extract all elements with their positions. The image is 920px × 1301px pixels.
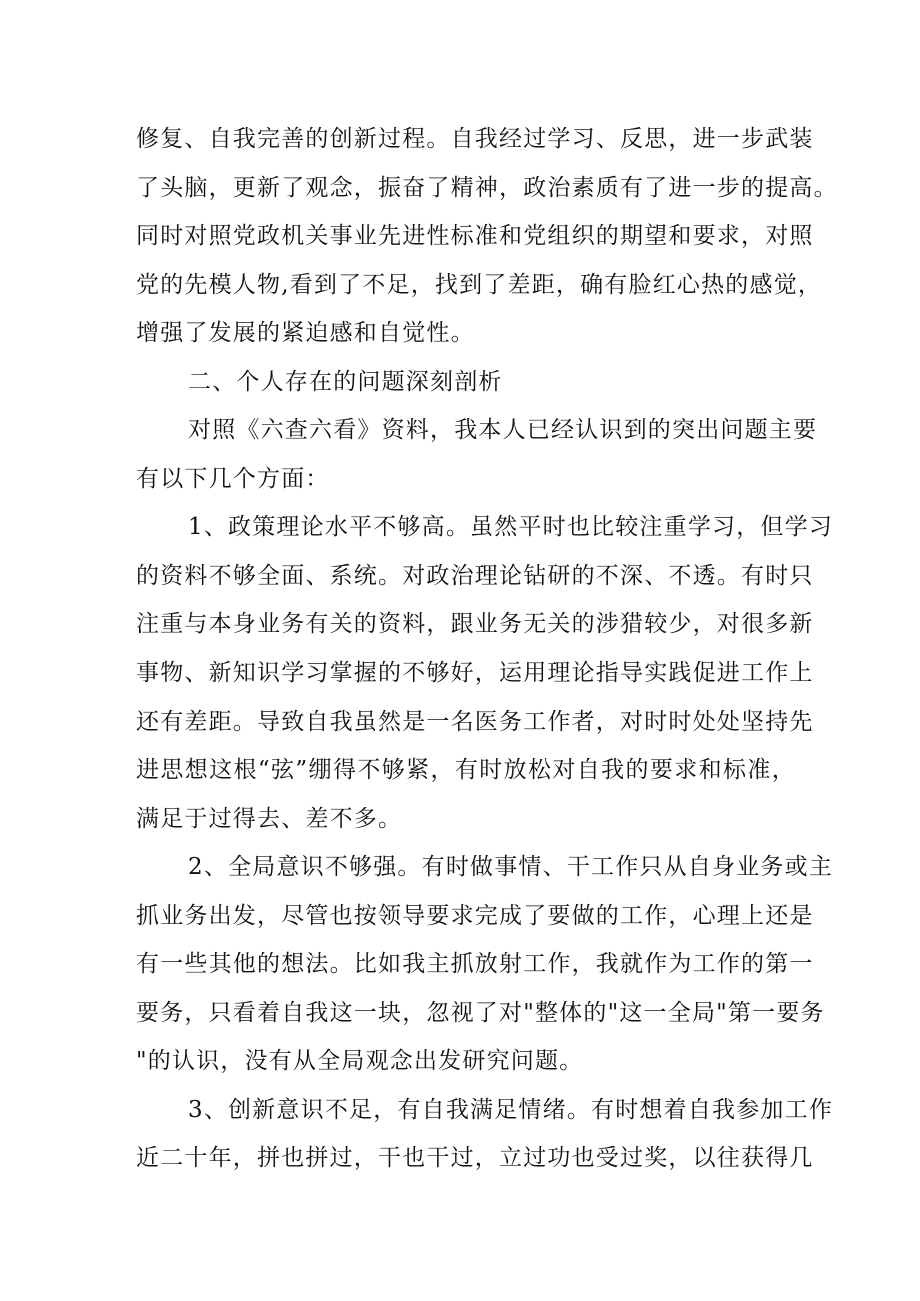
text-line: 1、政策理论水平不够高。虽然平时也比较注重学习，但学习 — [188, 514, 834, 541]
text-line: 近二十年，拼也拼过，干也干过，立过功也受过奖，以往获得几 — [136, 1145, 814, 1172]
text-line: 2、全局意识不够强。有时做事情、干工作只从自身业务或主 — [188, 854, 834, 881]
text-line: 注重与本身业务有关的资料，跟业务无关的涉猎较少，对很多新 — [136, 611, 814, 638]
text-line: 有以下几个方面： — [136, 465, 330, 492]
text-line: 党的先模人物,看到了不足，找到了差距，确有脸红心热的感觉， — [136, 271, 823, 298]
text-line: 要务，只看着自我这一块，忽视了对"整体的"这一全局"第一要务 — [136, 999, 825, 1026]
text-line: 有一些其他的想法。比如我主抓放射工作，我就作为工作的第一 — [136, 951, 814, 978]
text-line: 增强了发展的紧迫感和自觉性。 — [136, 320, 475, 347]
text-line: 抓业务出发，尽管也按领导要求完成了要做的工作，心理上还是 — [136, 902, 814, 929]
text-line: 同时对照党政机关事业先进性标准和党组织的期望和要求，对照 — [136, 223, 814, 250]
text-line: 对照《六查六看》资料，我本人已经认识到的突出问题主要 — [188, 417, 818, 444]
document-body — [136, 115, 838, 1183]
section-heading: 二、个人存在的问题深刻剖析 — [188, 368, 503, 395]
text-line: 了头脑，更新了观念，振奋了精神，政治素质有了进一步的提高。 — [136, 174, 838, 201]
text-line: 3、创新意识不足，有自我满足情绪。有时想着自我参加工作 — [188, 1096, 834, 1123]
text-line: 修复、自我完善的创新过程。自我经过学习、反思，进一步武装 — [136, 126, 814, 152]
text-line: "的认识，没有从全局观念出发研究问题。 — [136, 1048, 584, 1075]
text-line: 进思想这根“弦”绷得不够紧，有时放松对自我的要求和标准， — [136, 757, 796, 784]
text-line: 事物、新知识学习掌握的不够好，运用理论指导实践促进工作上 — [136, 660, 814, 687]
text-line: 还有差距。导致自我虽然是一名医务工作者，对时时处处坚持先 — [136, 708, 814, 735]
text-line: 满足于过得去、差不多。 — [136, 805, 403, 832]
text-line: 的资料不够全面、系统。对政治理论钻研的不深、不透。有时只 — [136, 562, 814, 589]
